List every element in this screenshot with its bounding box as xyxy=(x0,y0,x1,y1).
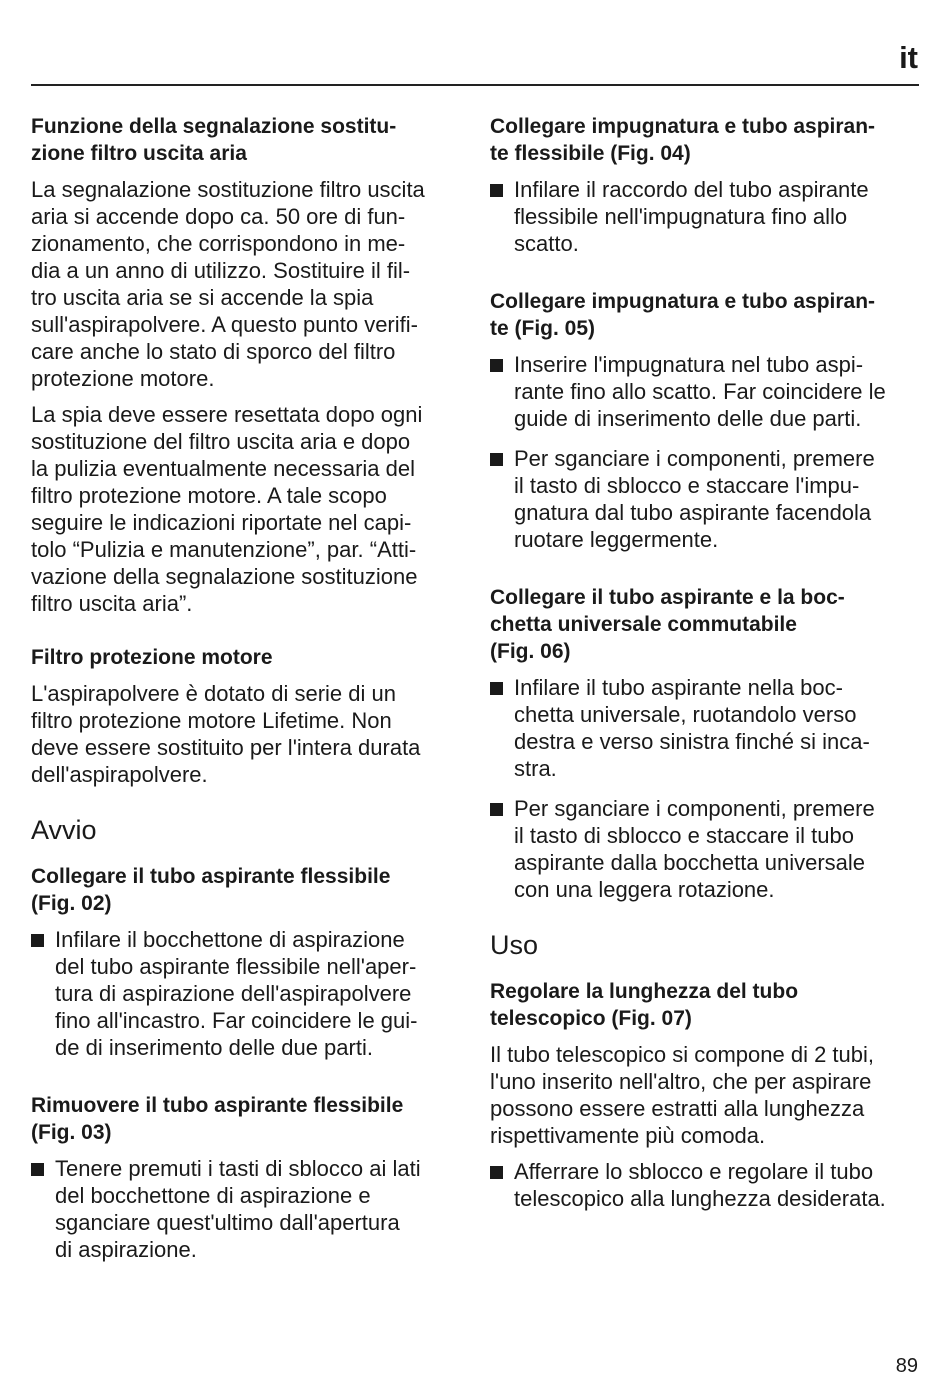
section-title-remove-hose: Rimuovere il tubo aspirante flessibile (Fig. 03) xyxy=(31,1094,404,1144)
left-column xyxy=(31,113,466,1276)
bullet-square-icon xyxy=(490,803,503,816)
section-title-handle-tube: Collegare impugnatura e tubo aspiran- te (Fig. 05) xyxy=(490,290,876,340)
bullet-square-icon xyxy=(31,934,44,947)
bullet-text: Tenere premuti i tasti di sblocco ai lati del bocchettone di aspirazione e sganciare quest'ultimo dall'apertura di aspirazione. xyxy=(55,1156,421,1262)
section-title-motor-filter: Filtro protezione motore xyxy=(31,646,273,669)
bullet-telescopic-tube xyxy=(490,1158,922,1212)
bullet-handle-tube-2 xyxy=(490,445,922,553)
right-column xyxy=(490,113,922,1225)
section-title-handle-hose: Collegare impugnatura e tubo aspiran- te flessibile (Fig. 04) xyxy=(490,115,876,165)
bullet-square-icon xyxy=(490,682,503,695)
bullet-text: Infilare il bocchettone di aspirazione del tubo aspirante flessibile nell'aper- tura di aspirazione dell'aspirapolvere fino all'incastro. Far coincidere le gui- de di inserimento delle due parti. xyxy=(55,927,418,1060)
chapter-heading-uso: Uso xyxy=(490,930,539,960)
paragraph-motor-filter: L'aspirapolvere è dotato di serie di un filtro protezione motore Lifetime. Non deve essere sostituito per l'intera durata dell'aspirapolvere. xyxy=(31,681,421,787)
chapter-heading-avvio: Avvio xyxy=(31,815,97,845)
paragraph-exhaust-filter-1: La segnalazione sostituzione filtro uscita aria si accende dopo ca. 50 ore di fun- zionamento, che corrispondono in me- dia a un anno di utilizzo. Sostituire il fil- tro uscita aria se si accende la spia sull'aspirapolvere. A questo punto verifi- care anche lo stato di sporco del filtro protezione motore. xyxy=(31,177,425,391)
bullet-handle-hose xyxy=(490,176,922,257)
paragraph-exhaust-filter-2: La spia deve essere resettata dopo ogni sostituzione del filtro uscita aria e dopo la pulizia eventualmente necessaria del filtro protezione motore. A tale scopo seguire le indicazioni riportate nel capi- tolo “Pulizia e manutenzione”, par. “Atti- vazione della segnalazione sostituzione filtro uscita aria”. xyxy=(31,402,423,616)
paragraph-telescopic-tube: Il tubo telescopico si compone di 2 tubi, l'uno inserito nell'altro, che per aspirare possono essere estratti alla lunghezza rispettivamente più comoda. xyxy=(490,1042,875,1148)
header-rule xyxy=(31,84,919,86)
section-title-telescopic-tube: Regolare la lunghezza del tubo telescopico (Fig. 07) xyxy=(490,980,799,1030)
bullet-tube-nozzle-1 xyxy=(490,674,922,782)
bullet-tube-nozzle-2 xyxy=(490,795,922,903)
page-number: 89 xyxy=(895,1355,918,1377)
bullet-square-icon xyxy=(490,359,503,372)
bullet-square-icon xyxy=(490,184,503,197)
bullet-handle-tube-1 xyxy=(490,351,922,432)
bullet-text: Afferrare lo sblocco e regolare il tubo telescopico alla lunghezza desiderata. xyxy=(514,1159,886,1211)
language-code: it xyxy=(899,40,918,75)
section-title-exhaust-filter-indicator: Funzione della segnalazione sostitu- zione filtro uscita aria xyxy=(31,115,397,165)
bullet-text: Per sganciare i componenti, premere il tasto di sblocco e staccare il tubo aspirante dalla bocchetta universale con una leggera rotazione. xyxy=(514,796,875,902)
bullet-square-icon xyxy=(31,1163,44,1176)
bullet-square-icon xyxy=(490,1166,503,1179)
bullet-text: Inserire l'impugnatura nel tubo aspi- rante fino allo scatto. Far coincidere le guide di inserimento delle due parti. xyxy=(514,352,886,431)
bullet-text: Infilare il raccordo del tubo aspirante flessibile nell'impugnatura fino allo scatto. xyxy=(514,177,869,256)
section-title-connect-hose: Collegare il tubo aspirante flessibile (Fig. 02) xyxy=(31,865,391,915)
bullet-text: Per sganciare i componenti, premere il tasto di sblocco e staccare l'impu- gnatura dal tubo aspirante facendola ruotare leggermente. xyxy=(514,446,875,552)
bullet-text: Infilare il tubo aspirante nella boc- chetta universale, ruotandolo verso destra e verso sinistra finché si inca- stra. xyxy=(514,675,870,781)
section-title-tube-nozzle: Collegare il tubo aspirante e la boc- chetta universale commutabile (Fig. 06) xyxy=(490,586,845,663)
bullet-connect-hose xyxy=(31,926,466,1061)
bullet-remove-hose xyxy=(31,1155,466,1263)
bullet-square-icon xyxy=(490,453,503,466)
